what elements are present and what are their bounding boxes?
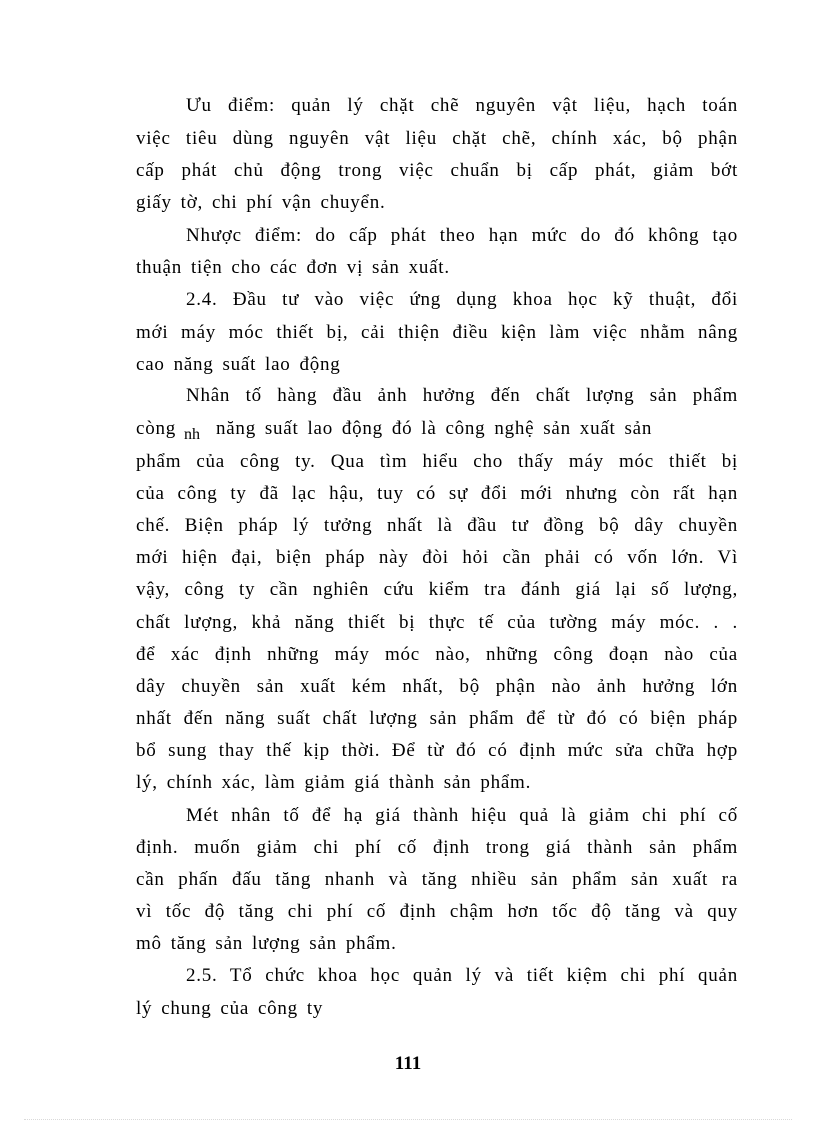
text-line: vậy, công ty cần nghiên cứu kiểm tra đánh giá lại số lượng, <box>136 579 738 600</box>
text-line: của công ty đã lạc hậu, tuy có sự đổi mới nhưng còn rất hạn <box>136 483 738 504</box>
line-fragment-lowered: nh <box>183 426 200 443</box>
text-line: phẩm của công ty. Qua tìm hiểu cho thấy máy móc thiết bị <box>136 451 738 472</box>
line-fragment: năng suất lao động đó là công nghệ sản xuất sản <box>215 418 653 439</box>
section-heading-line: mới máy móc thiết bị, cải thiện điều kiện làm việc nhằm nâng <box>136 322 738 343</box>
text-line: mô tăng sản lượng sản phẩm. <box>136 933 397 954</box>
section-heading-line: 2.4. Đầu tư vào việc ứng dụng khoa học kỹ thuật, đổi <box>186 289 738 310</box>
text-line: dây chuyền sản xuất kém nhất, bộ phận nào ảnh hưởng lớn <box>136 676 738 697</box>
text-line: để xác định những máy móc nào, những công đoạn nào của <box>136 644 738 665</box>
text-line: giấy tờ, chi phí vận chuyển. <box>136 192 386 213</box>
page-number: 111 <box>394 1053 422 1074</box>
text-line-fragmented <box>136 417 738 441</box>
text-line: Nhân tố hàng đầu ảnh hưởng đến chất lượng sản phẩm <box>186 385 738 406</box>
line-fragment: còng <box>136 418 176 439</box>
text-line: vì tốc độ tăng chi phí cố định chậm hơn tốc độ tăng và quy <box>136 901 738 922</box>
text-line: bổ sung thay thế kịp thời. Để từ đó có định mức sửa chữa hợp <box>136 740 738 761</box>
text-line: việc tiêu dùng nguyên vật liệu chặt chẽ, chính xác, bộ phận <box>136 128 738 149</box>
text-line: định. muốn giảm chi phí cố định trong giá thành sản phẩm <box>136 837 738 858</box>
text-line: cần phấn đấu tăng nhanh và tăng nhiều sản phẩm sản xuất ra <box>136 869 738 890</box>
section-heading-line: cao năng suất lao động <box>136 354 341 375</box>
section-heading-line: 2.5. Tổ chức khoa học quản lý và tiết kiệm chi phí quản <box>186 965 738 986</box>
text-line: chế. Biện pháp lý tưởng nhất là đầu tư đồng bộ dây chuyền <box>136 515 738 536</box>
text-line: chất lượng, khả năng thiết bị thực tế của tường máy móc. . . <box>136 612 738 633</box>
text-line: Nhược điểm: do cấp phát theo hạn mức do đó không tạo <box>186 225 738 246</box>
text-line: mới hiện đại, biện pháp này đòi hỏi cần phải có vốn lớn. Vì <box>136 547 738 568</box>
text-line: Ưu điểm: quản lý chặt chẽ nguyên vật liệu, hạch toán <box>186 95 738 116</box>
text-line: cấp phát chủ động trong việc chuẩn bị cấp phát, giảm bớt <box>136 160 738 181</box>
text-line: nhất đến năng suất chất lượng sản phẩm để từ đó có biện pháp <box>136 708 738 729</box>
text-line: thuận tiện cho các đơn vị sản xuất. <box>136 257 450 278</box>
page-bottom-divider <box>24 1119 792 1120</box>
section-heading-line: lý chung của công ty <box>136 998 324 1019</box>
text-line: lý, chính xác, làm giảm giá thành sản phẩm. <box>136 772 532 793</box>
text-line: Mét nhân tố để hạ giá thành hiệu quả là giảm chi phí cố <box>186 805 738 826</box>
